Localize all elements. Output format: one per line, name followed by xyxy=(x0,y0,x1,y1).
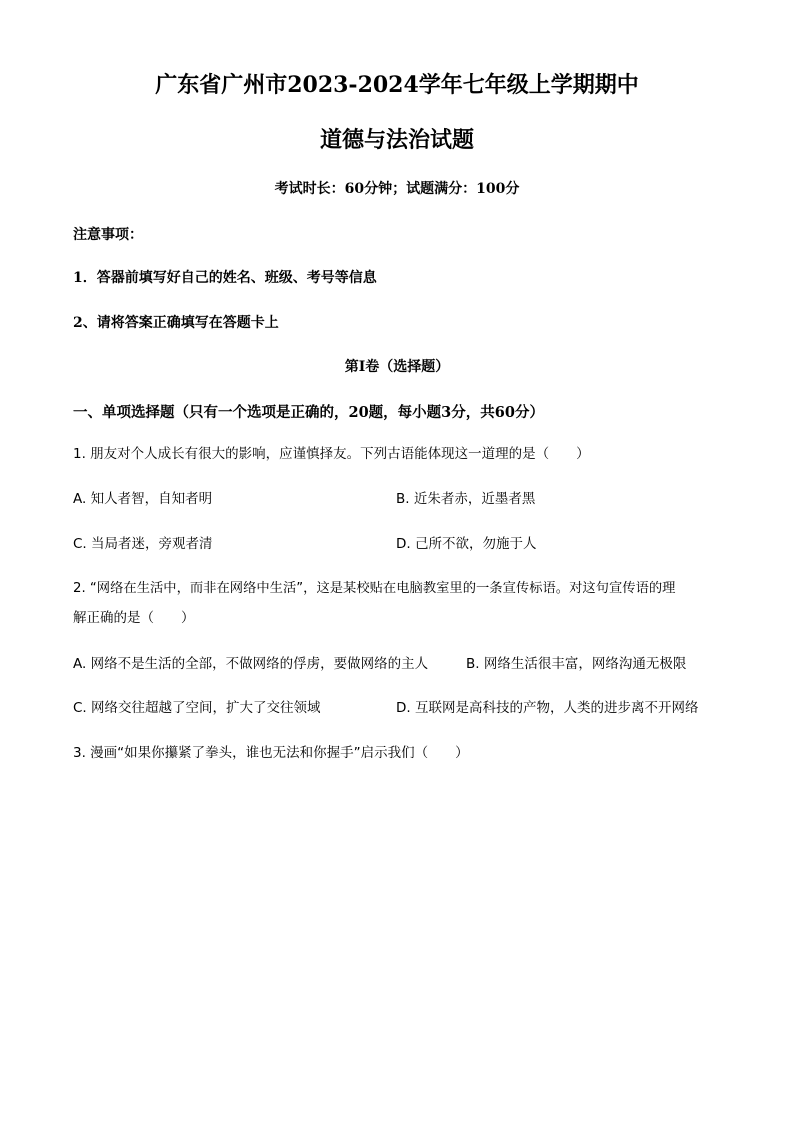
question-2-option-c: C. 网络交往超越了空间，扩大了交往领域 xyxy=(73,700,321,716)
exam-info: 考试时长：60分钟；试题满分：100分 xyxy=(274,181,520,197)
question-3-stem: 3. 漫画“如果你攥紧了拳头，谁也无法和你握手”启示我们（ ） xyxy=(73,745,469,761)
question-2-stem-line1: 2. “网络在生活中，而非在网络中生活”，这是某校贴在电脑教室里的一条宣传标语。对这句宣传语的理 xyxy=(73,581,676,596)
notice-item-2: 2、请将答案正确填写在答题卡上 xyxy=(73,315,279,331)
question-2-option-b: B. 网络生活很丰富，网络沟通无极限 xyxy=(466,656,687,672)
exam-title-line1: 广东省广州市2023-2024学年七年级上学期期中 xyxy=(155,72,639,98)
section-heading: 一、单项选择题（只有一个选项是正确的，20题，每小题3分，共60分） xyxy=(73,404,544,421)
question-1-option-a: A. 知人者智，自知者明 xyxy=(73,491,213,507)
question-2-option-a: A. 网络不是生活的全部，不做网络的俘虏，要做网络的主人 xyxy=(73,656,429,672)
question-1-stem: 1. 朋友对个人成长有很大的影响，应谨慎择友。下列古语能体现这一道理的是（ ） xyxy=(73,446,590,462)
question-1-option-d: D. 己所不欲，勿施于人 xyxy=(396,536,537,552)
notice-heading: 注意事项： xyxy=(73,227,143,243)
volume-title: 第I卷（选择题） xyxy=(344,359,450,375)
question-1-option-b: B. 近朱者赤，近墨者黑 xyxy=(396,491,536,507)
question-1-option-c: C. 当局者迷，旁观者清 xyxy=(73,536,213,552)
question-2-stem-line2: 解正确的是（ ） xyxy=(73,610,195,626)
question-2-option-d: D. 互联网是高科技的产物，人类的进步离不开网络 xyxy=(396,700,699,716)
exam-title-line2: 道德与法治试题 xyxy=(319,127,474,153)
notice-item-1: 1．答器前填写好自己的姓名、班级、考号等信息 xyxy=(73,270,377,286)
